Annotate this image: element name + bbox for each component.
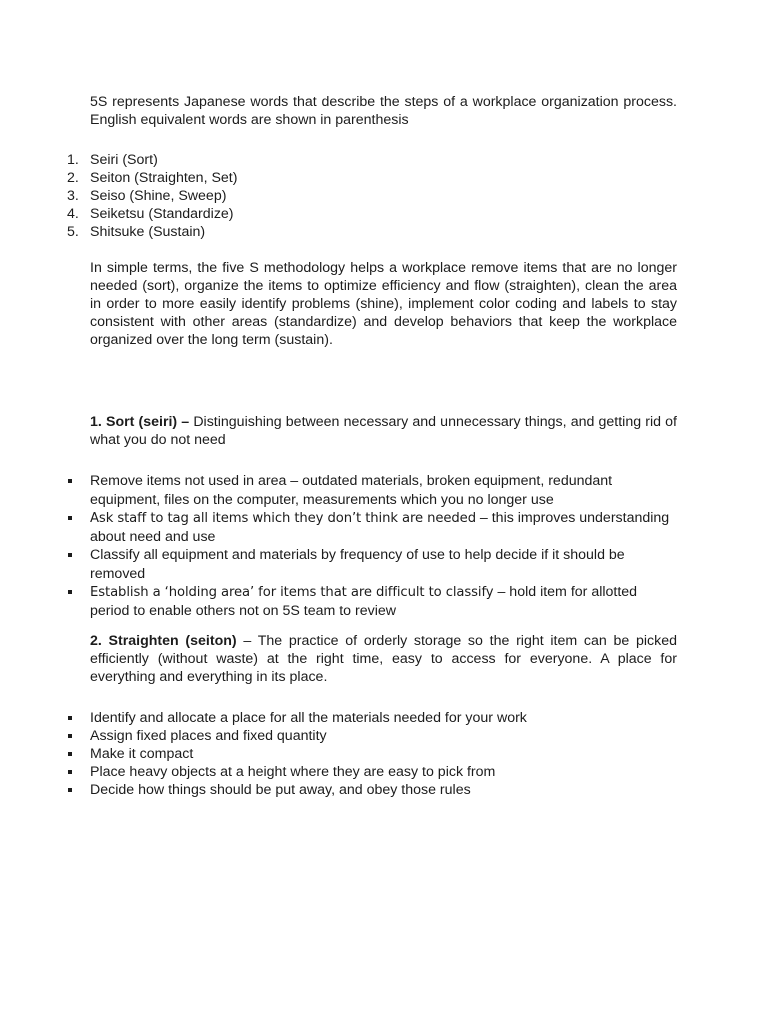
bullet-icon [68,516,72,520]
bullet-text: – this improves understanding about need and use [90,510,670,545]
list-item-text: Seiketsu (Standardize) [90,206,234,222]
five-s-steps-list [0,151,768,241]
list-item-text: Seiton (Straighten, Set) [90,170,238,186]
list-item-text: Shitsuke (Sustain) [90,224,206,240]
straighten-description: – The practice of orderly storage so the right item can be picked efficiently (without waste) at the right time, easy to access for everyone. A place for everything and everything in its place. [90,633,677,685]
list-number: 2. [67,170,79,186]
list-number: 4. [67,206,79,222]
bullet-text: Identify and allocate a place for all the materials needed for your work [90,710,527,726]
straighten-bullet-list [0,709,768,799]
bullet-lead-text: Ask staff to tag all items which they don’t think are needed [90,511,476,526]
list-item-text: Seiri (Sort) [90,152,158,168]
bullet-icon [68,590,72,594]
list-number: 3. [67,188,79,204]
list-item [0,709,677,727]
bullet-icon [68,734,72,738]
straighten-section-intro [90,632,677,686]
list-item [0,169,677,187]
list-item [0,187,677,205]
bullet-text: Make it compact [90,746,194,762]
list-item [0,745,677,763]
bullet-text: Assign fixed places and fixed quantity [90,728,327,744]
list-item [0,763,677,781]
bullet-icon [68,716,72,720]
list-item [0,223,677,241]
list-number: 1. [67,152,79,168]
bullet-text: – hold item for allotted period to enable others not on 5S team to review [90,584,638,619]
bullet-icon [68,479,72,483]
list-item [0,781,677,799]
bullet-icon [68,770,72,774]
sort-heading: 1. Sort (seiri) – [90,414,190,430]
list-item [0,205,677,223]
list-item [0,727,677,745]
straighten-heading: 2. Straighten (seiton) [90,633,237,649]
list-item [0,151,677,169]
bullet-text: Remove items not used in area – outdated materials, broken equipment, redundant equipment, files on the computer, measurements which you no longer use [90,473,613,508]
list-item [0,546,677,583]
bullet-text: Classify all equipment and materials by frequency of use to help decide if it should be removed [90,547,625,582]
summary-paragraph: In simple terms, the five S methodology helps a workplace remove items that are no longer needed (sort), organize the items to optimize efficiency and flow (straighten), clean the area in order to more easily identify problems (shine), implement color coding and labels to stay consistent with other areas (standardize) and develop behaviors that keep the workplace organized over the long term (sustain). [90,260,677,348]
bullet-icon [68,553,72,557]
sort-bullet-list [0,472,768,620]
sort-section-intro [90,413,677,449]
bullet-text: Place heavy objects at a height where they are easy to pick from [90,764,496,780]
bullet-icon [68,752,72,756]
list-item-text: Seiso (Shine, Sweep) [90,188,227,204]
list-number: 5. [67,224,79,240]
list-item [0,472,677,509]
bullet-icon [68,788,72,792]
intro-paragraph: 5S represents Japanese words that describe the steps of a workplace organization process. English equivalent words are shown in parenthesis [90,94,677,128]
sort-description: Distinguishing between necessary and unnecessary things, and getting rid of what you do not need [90,414,678,448]
list-item [0,583,677,620]
bullet-text: Decide how things should be put away, and obey those rules [90,782,471,798]
list-item [0,509,677,546]
bullet-lead-text: Establish a ‘holding area’ for items that are difficult to classify [90,585,494,600]
